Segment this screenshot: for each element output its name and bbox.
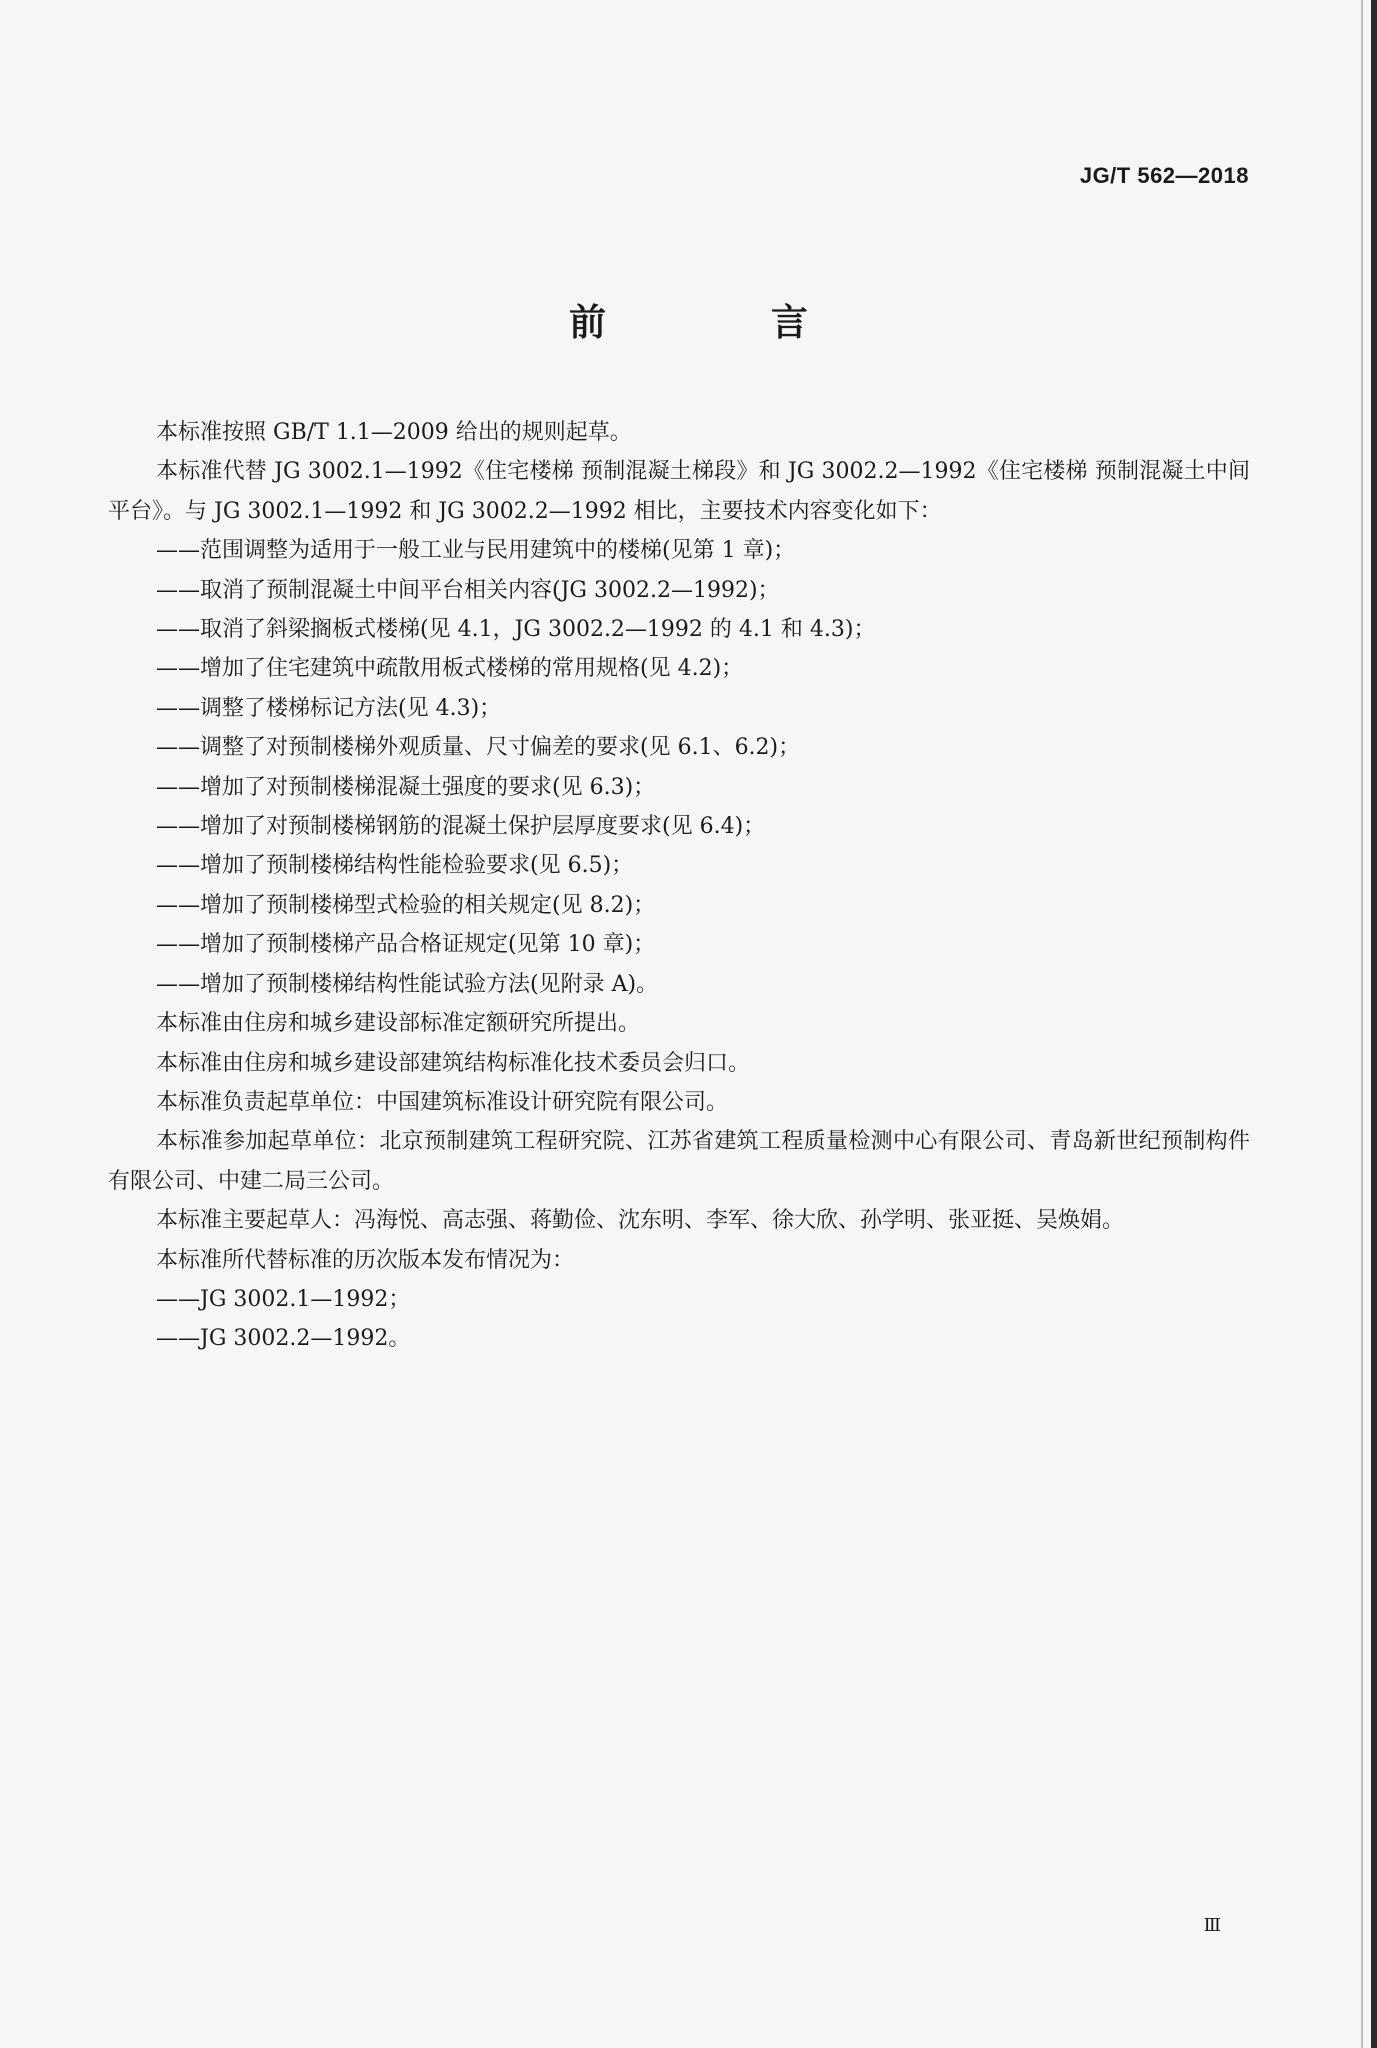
paragraph-replacement: 本标准代替 JG 3002.1—1992《住宅楼梯 预制混凝土梯段》和 JG 3002.2—1992《住宅楼梯 预制混凝土中间平台》。与 JG 3002.1—1992 和 JG 3002.2—1992 相比，主要技术内容变化如下：	[108, 459, 1250, 524]
history-item: ——JG 3002.2—1992。	[156, 1326, 411, 1352]
change-item: ——增加了对预制楼梯混凝土强度的要求(见 6.3)；	[156, 774, 656, 800]
paragraph-participating-drafters: 本标准参加起草单位：北京预制建筑工程研究院、江苏省建筑工程质量检测中心有限公司、青岛新世纪预制构件有限公司、中建二局三公司。	[108, 1129, 1250, 1194]
document-body	[108, 413, 1250, 1359]
change-item: ——增加了对预制楼梯钢筋的混凝土保护层厚度要求(见 6.4)；	[156, 814, 766, 840]
paragraph-proposer: 本标准由住房和城乡建设部标准定额研究所提出。	[156, 1011, 641, 1037]
change-item: ——取消了斜梁搁板式楼梯(见 4.1，JG 3002.2—1992 的 4.1 和 4.3)；	[156, 617, 876, 643]
change-item: ——增加了住宅建筑中疏散用板式楼梯的常用规格(见 4.2)；	[156, 656, 744, 682]
change-item: ——增加了预制楼梯产品合格证规定(见第 10 章)；	[156, 932, 656, 958]
change-item: ——增加了预制楼梯结构性能检验要求(见 6.5)；	[156, 853, 634, 879]
page-number: Ⅲ	[1203, 1915, 1221, 1936]
paragraph-version-history: 本标准所代替标准的历次版本发布情况为：	[156, 1247, 575, 1273]
history-item: ——JG 3002.1—1992；	[156, 1286, 411, 1312]
change-item: ——增加了预制楼梯型式检验的相关规定(见 8.2)；	[156, 892, 656, 918]
document-code: JG/T 562—2018	[1079, 163, 1249, 188]
paragraph-drafting-rules: 本标准按照 GB/T 1.1—2009 给出的规则起草。	[156, 420, 632, 445]
change-item: ——调整了楼梯标记方法(见 4.3)；	[156, 695, 502, 721]
paragraph-lead-drafter: 本标准负责起草单位：中国建筑标准设计研究院有限公司。	[156, 1089, 729, 1115]
paragraph-committee: 本标准由住房和城乡建设部建筑结构标准化技术委员会归口。	[156, 1050, 751, 1076]
change-item: ——增加了预制楼梯结构性能试验方法(见附录 A)。	[156, 971, 659, 997]
change-item: ——范围调整为适用于一般工业与民用建筑中的楼梯(见第 1 章)；	[156, 538, 796, 564]
paragraph-main-drafters: 本标准主要起草人：冯海悦、高志强、蒋勤俭、沈东明、李军、徐大欣、孙学明、张亚挺、吴焕娟。	[156, 1208, 1125, 1234]
change-item: ——取消了预制混凝土中间平台相关内容(JG 3002.2—1992)；	[156, 577, 780, 603]
page-title: 前 言	[569, 301, 884, 344]
change-item: ——调整了对预制楼梯外观质量、尺寸偏差的要求(见 6.1、6.2)；	[156, 735, 801, 761]
